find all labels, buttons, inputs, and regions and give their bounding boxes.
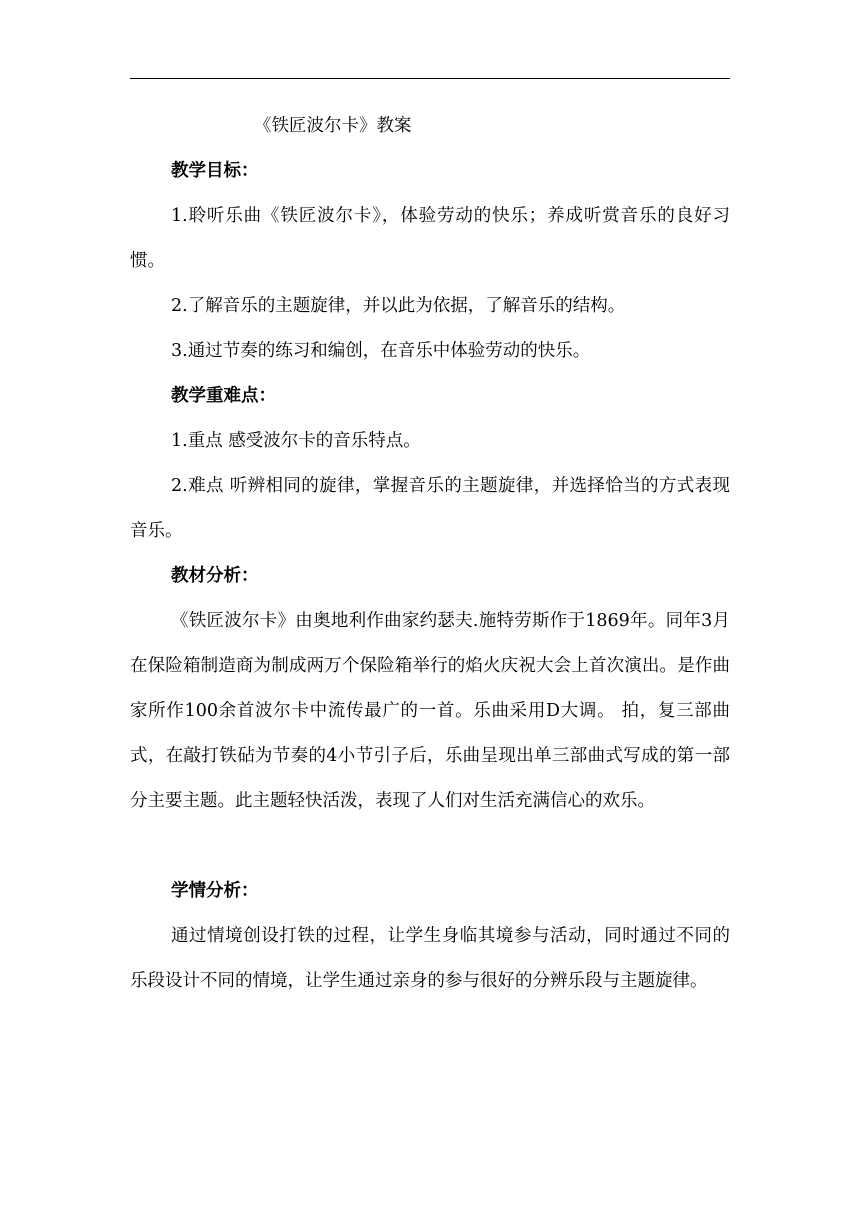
key-point-item-1: 1.重点 感受波尔卡的音乐特点。 [171, 431, 421, 451]
student-analysis-heading: 学情分析： [171, 881, 259, 901]
material-analysis-heading: 教材分析： [171, 566, 259, 586]
key-points-heading: 教学重难点： [171, 386, 276, 406]
document-body [130, 104, 730, 1004]
material-analysis-body: 《铁匠波尔卡》由奥地利作曲家约瑟夫.施特劳斯作于1869年。同年3月在保险箱制造商为制成两万个保险箱举行的焰火庆祝大会上首次演出。是作曲家所作100余首波尔卡中流传最广的一首。乐曲采用D大调。 拍，复三部曲式，在敲打铁砧为节奏的4小节引子后，乐曲呈现出单三部曲式写成的第一部分主要主题。此主题轻快活泼，表现了人们对生活充满信心的欢乐。 [130, 611, 730, 811]
objective-item-1: 1.聆听乐曲《铁匠波尔卡》，体验劳动的快乐；养成听赏音乐的良好习惯。 [130, 206, 730, 271]
document-title: 《铁匠波尔卡》教案 [254, 116, 412, 136]
blank-line [130, 824, 730, 869]
objective-item-3: 3.通过节奏的练习和编创，在音乐中体验劳动的快乐。 [171, 341, 591, 361]
key-point-item-2: 2.难点 听辨相同的旋律，掌握音乐的主题旋律，并选择恰当的方式表现音乐。 [130, 476, 730, 541]
objective-item-2: 2.了解音乐的主题旋律，并以此为依据，了解音乐的结构。 [171, 296, 626, 316]
objectives-heading: 教学目标： [171, 161, 259, 181]
student-analysis-body: 通过情境创设打铁的过程，让学生身临其境参与活动，同时通过不同的乐段设计不同的情境，让学生通过亲身的参与很好的分辨乐段与主题旋律。 [130, 926, 730, 991]
header-rule [130, 78, 730, 79]
